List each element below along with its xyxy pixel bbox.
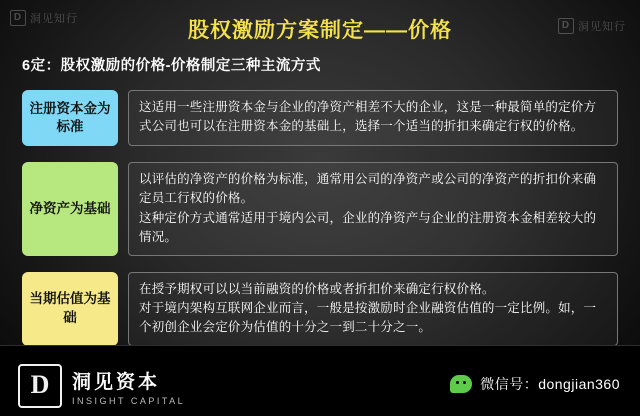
row-body: [128, 90, 618, 146]
content-row: [22, 90, 618, 146]
watermark-label: 洞见知行: [578, 21, 626, 33]
content-rows: [22, 90, 618, 362]
wechat-block: [450, 374, 620, 394]
brand-name-cn: 洞见资本: [72, 371, 161, 393]
row-paragraph: 这适用一些注册资本金与企业的净资产相差不大的企业，这是一种最简单的定价方式公司也可以在注册资本金的基础上，选择一个适当的折扣来确定行权的价格。: [139, 100, 597, 134]
row-paragraph: 这种定价方式通常适用于境内公司，企业的净资产与企业的注册资本金相差较大的情况。: [139, 210, 597, 245]
brand-logo-icon: D: [18, 364, 62, 408]
row-body: [128, 272, 618, 346]
watermark-label: 洞见知行: [30, 13, 78, 25]
row-body: [128, 162, 618, 256]
footer-bar: [0, 346, 640, 416]
brand-text: [72, 367, 185, 406]
page-subtitle: 6定：股权激励的价格-价格制定三种主流方式: [22, 58, 321, 74]
row-tag-current-valuation: 当期估值为基础: [22, 272, 118, 346]
content-row: [22, 162, 618, 256]
brand-name-en: INSIGHT CAPITAL: [72, 395, 186, 406]
row-paragraph: 以评估的净资产的价格为标准，通常用公司的净资产或公司的净资产的折扣价来确定员工行权的价格。: [139, 172, 597, 206]
watermark-logo-icon: D: [10, 10, 26, 26]
row-paragraph: 对于境内架构互联网企业而言，一般是按激励时企业融资估值的一定比例。如，一个初创企业会定价为估值的十分之一到二十分之一。: [139, 300, 597, 335]
row-paragraph: 在授予期权可以以当前融资的价格或者折扣价来确定行权价格。: [139, 281, 495, 296]
content-row: [22, 272, 618, 346]
watermark-logo-icon: D: [558, 18, 574, 34]
wechat-id-label: 微信号：dongjian360: [480, 376, 620, 392]
row-tag-net-assets: 净资产为基础: [22, 162, 118, 256]
row-tag-registered-capital: 注册资本金为标准: [22, 90, 118, 146]
page-title: 股权激励方案制定——价格: [188, 19, 452, 42]
brand-block: [18, 364, 185, 408]
wechat-icon: [450, 375, 472, 393]
